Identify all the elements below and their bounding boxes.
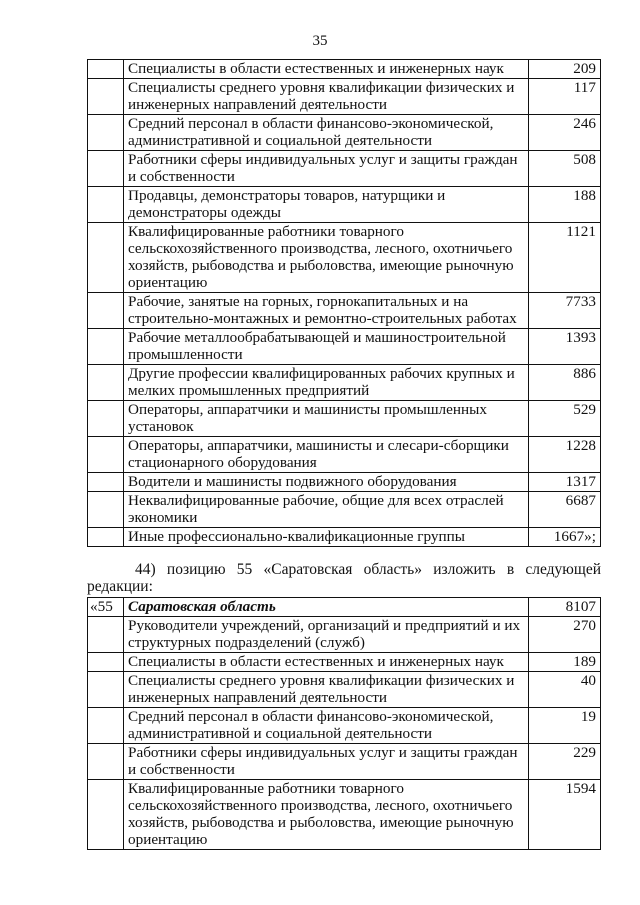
count-cell: 1317 (529, 473, 601, 492)
occupation-name-cell: Другие профессии квалифицированных рабочих крупных и мелких промышленных предприятий (124, 365, 529, 401)
table-row (88, 115, 601, 151)
occupation-name-cell: Специалисты среднего уровня квалификации физических и инженерных направлений деятельности (124, 672, 529, 708)
occupation-name-cell: Рабочие, занятые на горных, горнокапитальных и на строительно-монтажных и ремонтно-строительных работах (124, 293, 529, 329)
code-cell (88, 293, 124, 329)
count-cell: 529 (529, 401, 601, 437)
table-row (88, 223, 601, 293)
table-row (88, 617, 601, 653)
code-cell (88, 60, 124, 79)
code-cell (88, 617, 124, 653)
code-cell (88, 329, 124, 365)
occupation-name-cell: Продавцы, демонстраторы товаров, натурщики и демонстраторы одежды (124, 187, 529, 223)
region-name-cell: Саратовская область (124, 598, 529, 617)
code-cell (88, 437, 124, 473)
table-row (88, 492, 601, 528)
code-cell (88, 744, 124, 780)
code-cell (88, 365, 124, 401)
table-row (88, 329, 601, 365)
count-cell: 270 (529, 617, 601, 653)
occupation-name-cell: Работники сферы индивидуальных услуг и защиты граждан и собственности (124, 744, 529, 780)
code-cell (88, 223, 124, 293)
table-row (88, 780, 601, 850)
table-row (88, 151, 601, 187)
occupation-name-cell: Специалисты в области естественных и инженерных наук (124, 60, 529, 79)
region-header-row (88, 598, 601, 617)
count-cell: 1594 (529, 780, 601, 850)
count-cell: 40 (529, 672, 601, 708)
code-cell (88, 151, 124, 187)
table-row (88, 473, 601, 492)
code-cell (88, 79, 124, 115)
occupation-name-cell: Квалифицированные работники товарного сельскохозяйственного производства, лесного, охотничьего хозяйств, рыбоводства и рыболовства, имеющие рыночную ориентацию (124, 780, 529, 850)
occupation-table-continued (87, 59, 601, 547)
count-cell: 209 (529, 60, 601, 79)
table-row (88, 187, 601, 223)
table-row (88, 653, 601, 672)
occupation-name-cell: Работники сферы индивидуальных услуг и защиты граждан и собственности (124, 151, 529, 187)
region-code-cell: «55 (88, 598, 124, 617)
code-cell (88, 473, 124, 492)
region-total-cell: 8107 (529, 598, 601, 617)
count-cell: 117 (529, 79, 601, 115)
count-cell: 246 (529, 115, 601, 151)
table-row (88, 708, 601, 744)
count-cell: 1228 (529, 437, 601, 473)
occupation-name-cell: Операторы, аппаратчики, машинисты и слесари-сборщики стационарного оборудования (124, 437, 529, 473)
table-row (88, 293, 601, 329)
occupation-name-cell: Средний персонал в области финансово-экономической, административной и социальной деятельности (124, 708, 529, 744)
table-row (88, 365, 601, 401)
occupation-name-cell: Специалисты среднего уровня квалификации физических и инженерных направлений деятельности (124, 79, 529, 115)
code-cell (88, 492, 124, 528)
code-cell (88, 401, 124, 437)
count-cell: 19 (529, 708, 601, 744)
occupation-name-cell: Руководители учреждений, организаций и предприятий и их структурных подразделений (служб) (124, 617, 529, 653)
occupation-name-cell: Специалисты в области естественных и инженерных наук (124, 653, 529, 672)
count-cell: 508 (529, 151, 601, 187)
code-cell (88, 187, 124, 223)
count-cell: 1121 (529, 223, 601, 293)
table-row (88, 60, 601, 79)
amendment-text-line1: 44) позицию 55 «Саратовская область» изложить в следующей (135, 561, 601, 578)
table-row (88, 528, 601, 547)
code-cell (88, 672, 124, 708)
count-cell: 7733 (529, 293, 601, 329)
table-row (88, 672, 601, 708)
count-cell: 886 (529, 365, 601, 401)
code-cell (88, 653, 124, 672)
occupation-name-cell: Водители и машинисты подвижного оборудования (124, 473, 529, 492)
table-row (88, 437, 601, 473)
code-cell (88, 528, 124, 547)
occupation-name-cell: Средний персонал в области финансово-экономической, административной и социальной деятельности (124, 115, 529, 151)
code-cell (88, 115, 124, 151)
page-number: 35 (312, 33, 328, 49)
count-cell: 1667»; (529, 528, 601, 547)
occupation-name-cell: Квалифицированные работники товарного сельскохозяйственного производства, лесного, охотничьего хозяйств, рыбоводства и рыболовства, имеющие рыночную ориентацию (124, 223, 529, 293)
table-row (88, 79, 601, 115)
count-cell: 188 (529, 187, 601, 223)
code-cell (88, 780, 124, 850)
table-row (88, 401, 601, 437)
occupation-name-cell: Операторы, аппаратчики и машинисты промышленных установок (124, 401, 529, 437)
occupation-name-cell: Иные профессионально-квалификационные группы (124, 528, 529, 547)
saratov-region-table (87, 597, 601, 850)
amendment-paragraph (87, 561, 601, 595)
table-row (88, 744, 601, 780)
count-cell: 229 (529, 744, 601, 780)
occupation-name-cell: Рабочие металлообрабатывающей и машиностроительной промышленности (124, 329, 529, 365)
code-cell (88, 708, 124, 744)
occupation-name-cell: Неквалифицированные рабочие, общие для всех отраслей экономики (124, 492, 529, 528)
count-cell: 189 (529, 653, 601, 672)
count-cell: 1393 (529, 329, 601, 365)
amendment-text-line2: редакции: (87, 578, 153, 595)
count-cell: 6687 (529, 492, 601, 528)
